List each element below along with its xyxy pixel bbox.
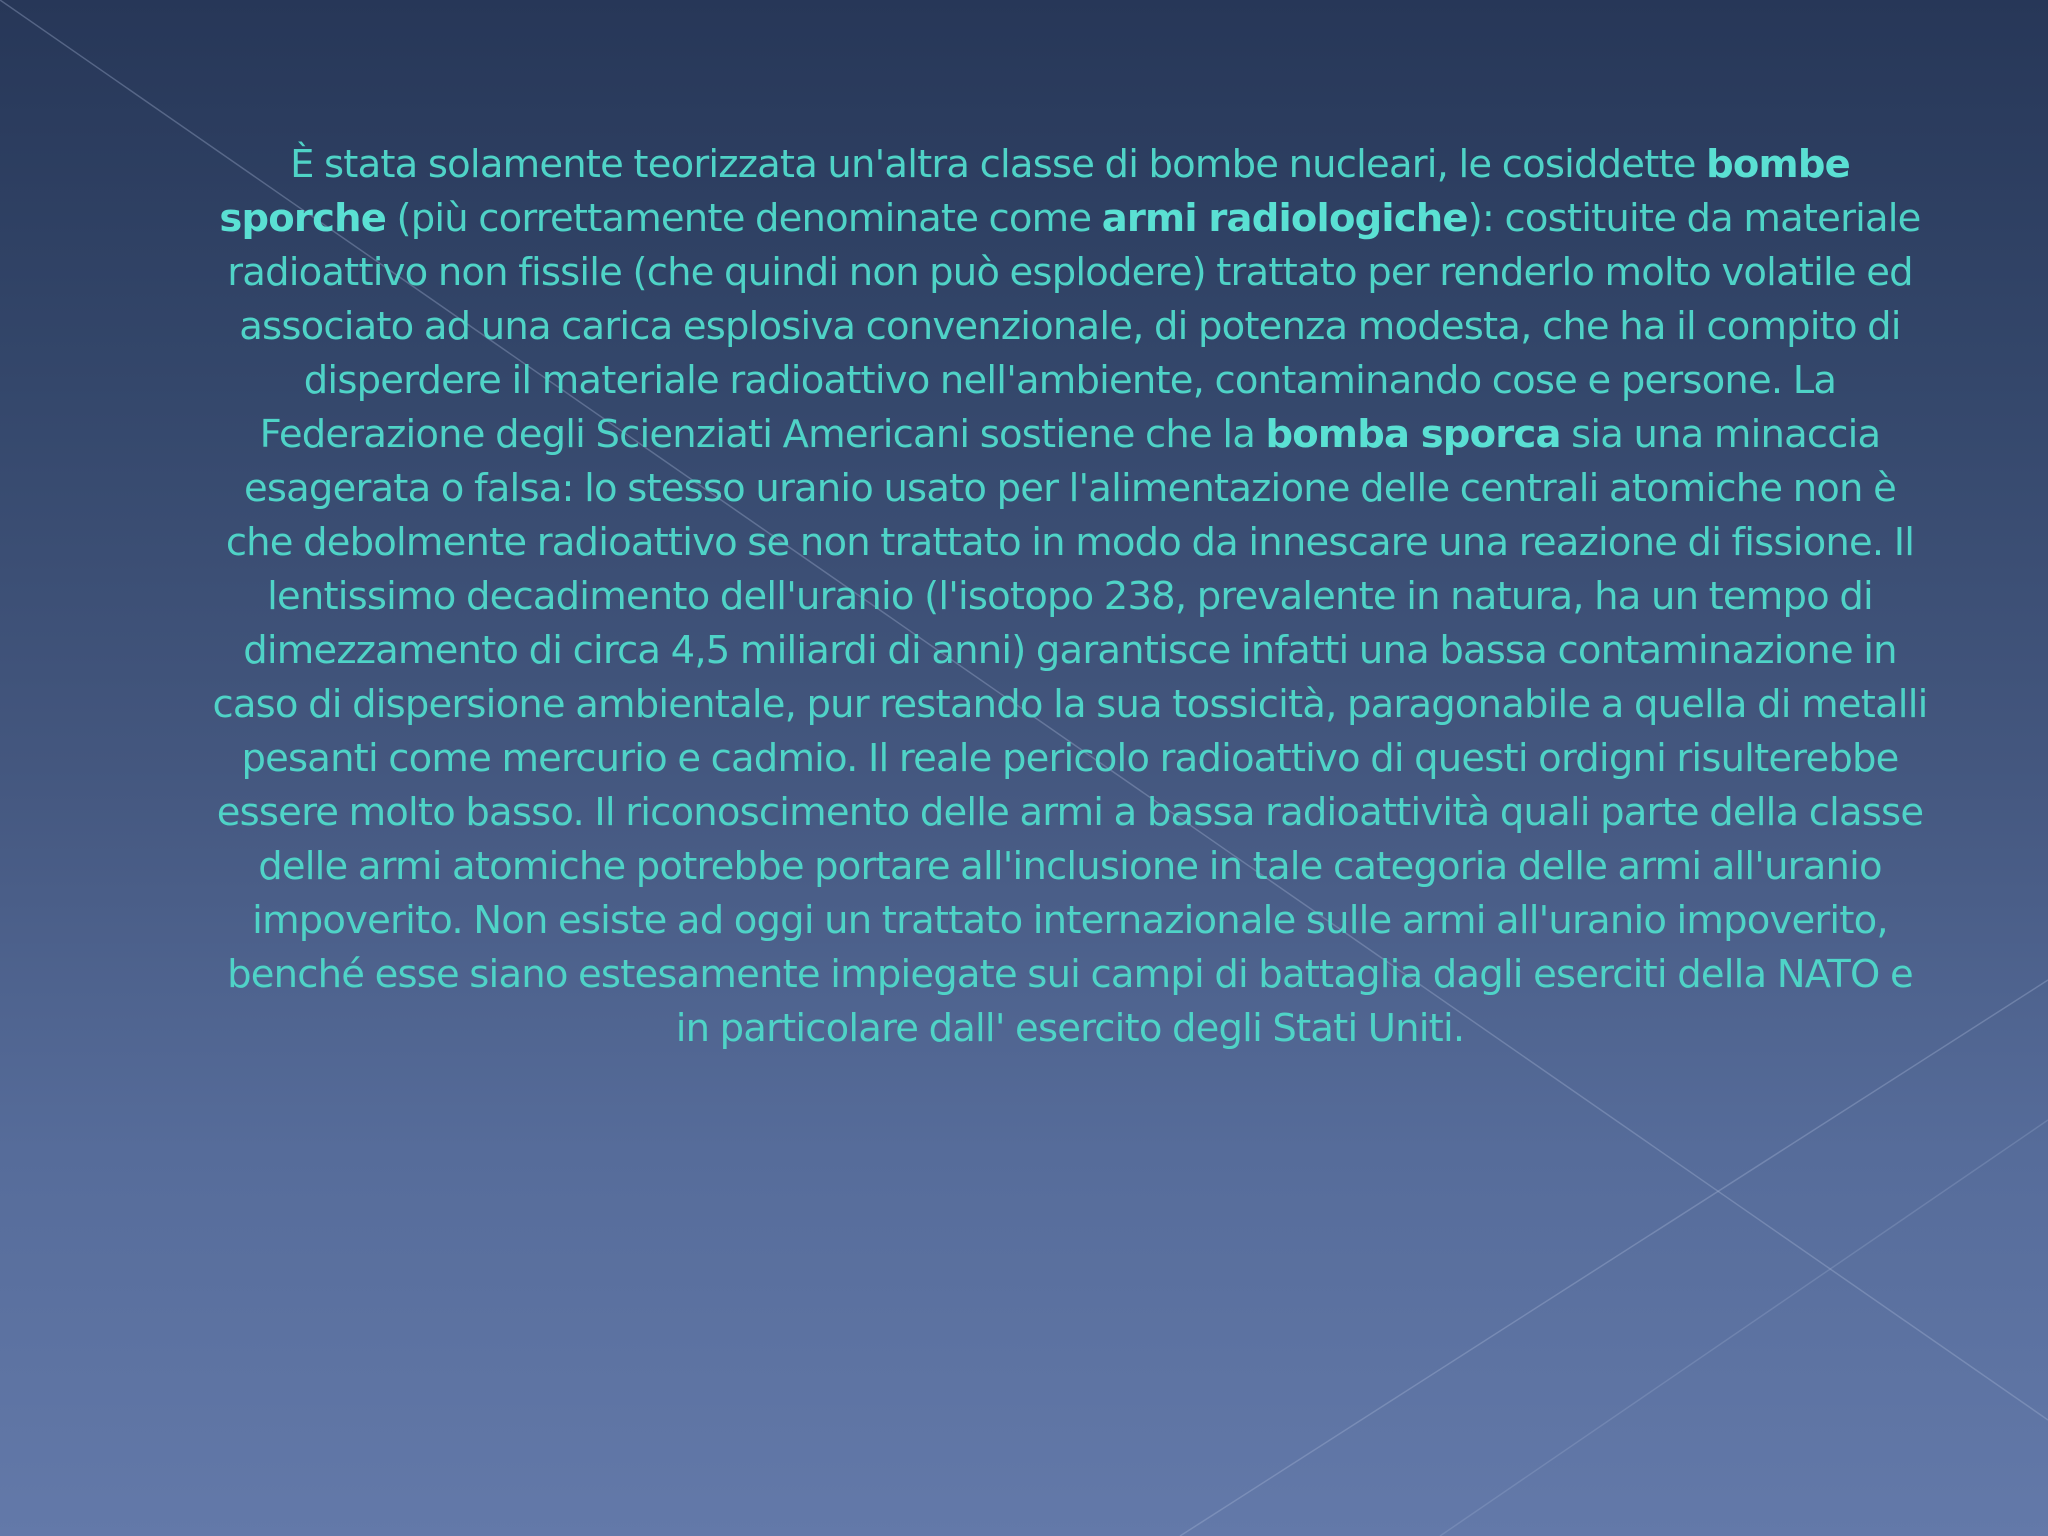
body-text-segment: ): costituite da materiale radioattivo non fissile (che quindi non può esplodere) trattato per renderlo molto volatile ed associato ad una carica esplosiva convenzionale, di potenza modesta, che ha il compito di disperdere il materiale radioattivo nell'ambiente, contaminando cose e persone. La Federazione degli Scienziati Americani sostiene che la (227, 196, 1921, 457)
body-text-segment: (più correttamente denominate come (386, 196, 1102, 241)
body-text-segment: sia una minaccia esagerata o falsa: lo stesso uranio usato per l'alimentazione delle centrali atomiche non è che debolmente radioattivo se non trattato in modo da innescare una reazione di fissione. Il lentissimo decadimento dell'uranio (l'isotopo 238, prevalente in natura, ha un tempo di dimezzamento di circa 4,5 miliardi di anni) garantisce infatti una bassa contaminazione in caso di dispersione ambientale, pur restando la sua tossicità, paragonabile a quella di metalli pesanti come mercurio e cadmio. Il reale pericolo radioattivo di questi ordigni risulterebbe essere molto basso. Il riconoscimento delle armi a bassa radioattività quali parte della classe delle armi atomiche potrebbe portare all'inclusione in tale categoria delle armi all'uranio impoverito. Non esiste ad oggi un trattato internazionale sulle armi all'uranio impoverito, benché esse siano estesamente impiegate sui campi di battaglia dagli eserciti della NATO e in particolare dall' esercito degli Stati Uniti. (212, 412, 1928, 1051)
bold-term-bomba-sporca: bomba sporca (1265, 412, 1561, 457)
bold-term-armi-radiologiche: armi radiologiche (1101, 196, 1468, 241)
body-text-segment: È stata solamente teorizzata un'altra classe di bombe nucleari, le cosiddette (290, 142, 1707, 187)
diagonal-line-bottom-right (1180, 980, 2048, 1536)
bold-term-bombe-sporche: bombe sporche (219, 142, 1850, 241)
diagonal-line-lower (1440, 1120, 2048, 1536)
slide-body-text (210, 138, 1930, 1056)
